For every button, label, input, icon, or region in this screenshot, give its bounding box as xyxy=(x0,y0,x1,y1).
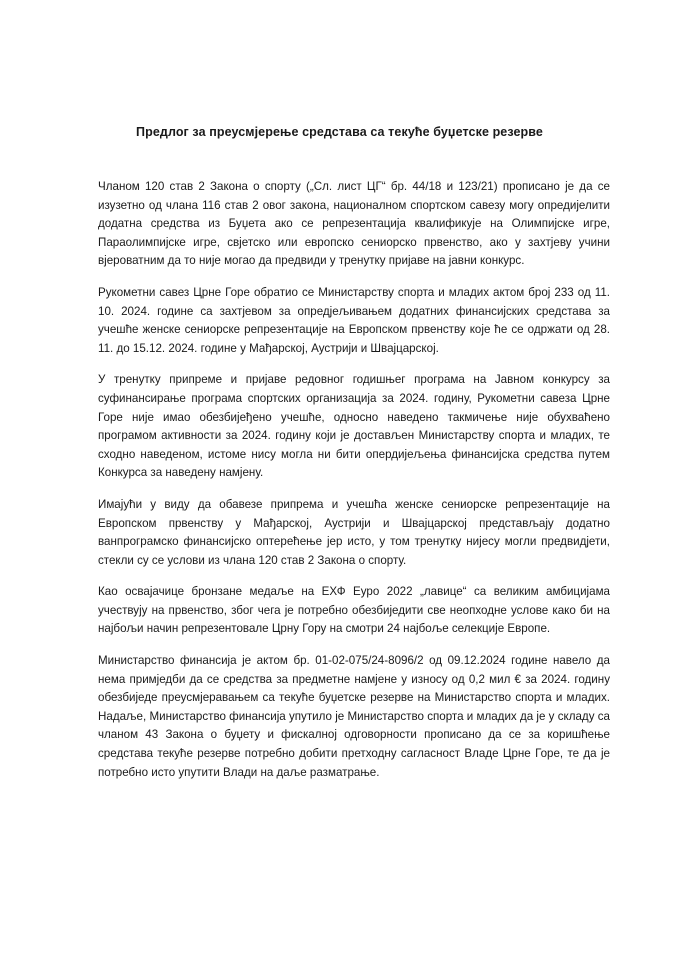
paragraph-program-context: У тренутку припреме и пријаве редовног годишњег програма на Јавном конкурсу за суфинансирање програма спортских организација за 2024. годину, Рукометни савеза Црне Горе није имао обезбијеђено учешће, односно наведено такмичење није обухваћено програмом активности за 2024. годину који је достављен Министарству спорта и младих, те сходно наведеном, истоме нису могла ни бити опердијељења финансијска средства путем Конкурса за наведену намјену. xyxy=(98,373,610,480)
paragraph-request: Рукометни савез Црне Горе обратио се Министарству спорта и младих актом број 233 од 11. 10. 2024. године са захтјевом за опредјељивањем додатних финансијских средстава за учешће женске сениорске репрезентације на Европском првенству које ће се одржати од 28. 11. до 15.12. 2024. године у Мађарској, Аустрији и Швајцарској. xyxy=(98,285,610,355)
document-body xyxy=(98,178,610,795)
paragraph-team-ambitions: Као освајачице бронзане медаље на ЕХФ Еуро 2022 „лавице“ са великим амбицијама учествују на првенство, због чега је потребно обезбиједити све неопходне услове како би на најбољи начин репрезентовале Црну Гору на смотри 24 најбоље селекције Европе. xyxy=(98,585,610,636)
paragraph-ministry-finance: Министарство финансија је актом бр. 01-02-075/24-8096/2 од 09.12.2024 године навело да нема примједби да се средства за предметне намјене у износу од 0,2 мил € за 2024. годину обезбиједе преусмјеравањем са текуће буџетске резерве на Министарство спорта и младих. Надаље, Министарство финансија упутило је Министарство спорта и младих да је у складу са чланом 43 Закона о буџету и фискалној одговорности прописано да се за коришћење средстава текуће резерве потребно добити претходну сагласност Владе Црне Горе, те да је потребно исто упутити Влади на даље разматрање. xyxy=(98,654,610,779)
document-title: Предлог за преусмјерење средстава са текуће буџетске резерве xyxy=(136,125,543,139)
paragraph-legal-basis: Чланом 120 став 2 Закона о спорту („Сл. лист ЦГ“ бр. 44/18 и 123/21) прописано је да се изузетно од члана 116 став 2 овог закона, националном спортском савезу могу опредијелити додатна средства из Буџета ако се репрезентација квалификује на Олимпијске игре, Параолимпијске игре, свјетско или европско сениорско првенство, ако у захтјеву учини вјероватним да то није могао да предвиди у тренутку пријаве на јавни конкурс. xyxy=(98,180,610,268)
paragraph-conditions: Имајући у виду да обавезе припрема и учешћа женске сениорске репрезентације на Европском првенству у Мађарској, Аустрији и Швајцарској представљају додатно ванпрограмско финансијско оптерећење јер исто, у том тренутку нијесу могли предвидјети, стекли су се услови из члана 120 став 2 Закона о спорту. xyxy=(98,497,610,567)
